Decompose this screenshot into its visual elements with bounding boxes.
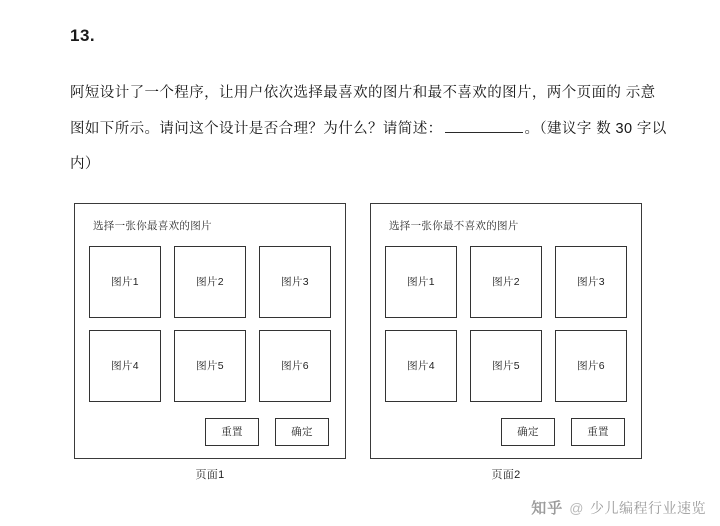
caption-screen-2: 页面2 [491, 468, 521, 481]
watermark-divider: @ [569, 499, 584, 516]
mockup-screen-2-buttons [385, 418, 627, 446]
thumb-item[interactable]: 图片5 [174, 330, 246, 402]
question-paragraph-3: 数 30 字以内） [70, 120, 667, 173]
thumb-item[interactable]: 图片6 [555, 330, 627, 402]
thumb-item[interactable]: 图片1 [89, 246, 161, 318]
question-text [70, 76, 670, 183]
mockup-screen-1-thumb-grid [89, 246, 331, 402]
answer-blank [445, 118, 523, 132]
question-paragraph-2-before: 示意图如下所示。请问这个设计是否合理？为什么？请简述： [70, 85, 656, 137]
confirm-button[interactable]: 确定 [275, 418, 329, 446]
thumb-item[interactable]: 图片4 [385, 330, 457, 402]
mockup-screen-2-thumb-grid [385, 246, 627, 402]
mockup-diagram [70, 203, 676, 459]
thumb-item[interactable]: 图片3 [555, 246, 627, 318]
mockup-screen-1-title: 选择一张你最喜欢的图片 [93, 219, 212, 232]
watermark [531, 497, 706, 518]
reset-button[interactable]: 重置 [205, 418, 259, 446]
question-paragraph-2-after: 。（建议字 [524, 120, 592, 137]
confirm-button[interactable]: 确定 [501, 418, 555, 446]
watermark-account: 少儿编程行业速览 [590, 499, 706, 516]
thumb-item[interactable]: 图片6 [259, 330, 331, 402]
thumb-item[interactable]: 图片1 [385, 246, 457, 318]
mockup-screen-2 [370, 203, 642, 459]
thumb-item[interactable]: 图片2 [470, 246, 542, 318]
question-number: 13. [70, 26, 96, 45]
caption-screen-1: 页面1 [195, 468, 225, 481]
reset-button[interactable]: 重置 [571, 418, 625, 446]
mockup-screen-2-title: 选择一张你最不喜欢的图片 [389, 219, 519, 232]
thumb-item[interactable]: 图片2 [174, 246, 246, 318]
mockup-screen-1 [74, 203, 346, 459]
zhihu-logo: 知乎 [531, 500, 564, 517]
mockup-screen-1-buttons [89, 418, 331, 446]
thumb-item[interactable]: 图片4 [89, 330, 161, 402]
question-paragraph-1: 阿短设计了一个程序，让用户依次选择最喜欢的图片和最不喜欢的图片，两个页面的 [70, 85, 622, 101]
mockup-captions [70, 466, 676, 482]
thumb-item[interactable]: 图片5 [470, 330, 542, 402]
thumb-item[interactable]: 图片3 [259, 246, 331, 318]
